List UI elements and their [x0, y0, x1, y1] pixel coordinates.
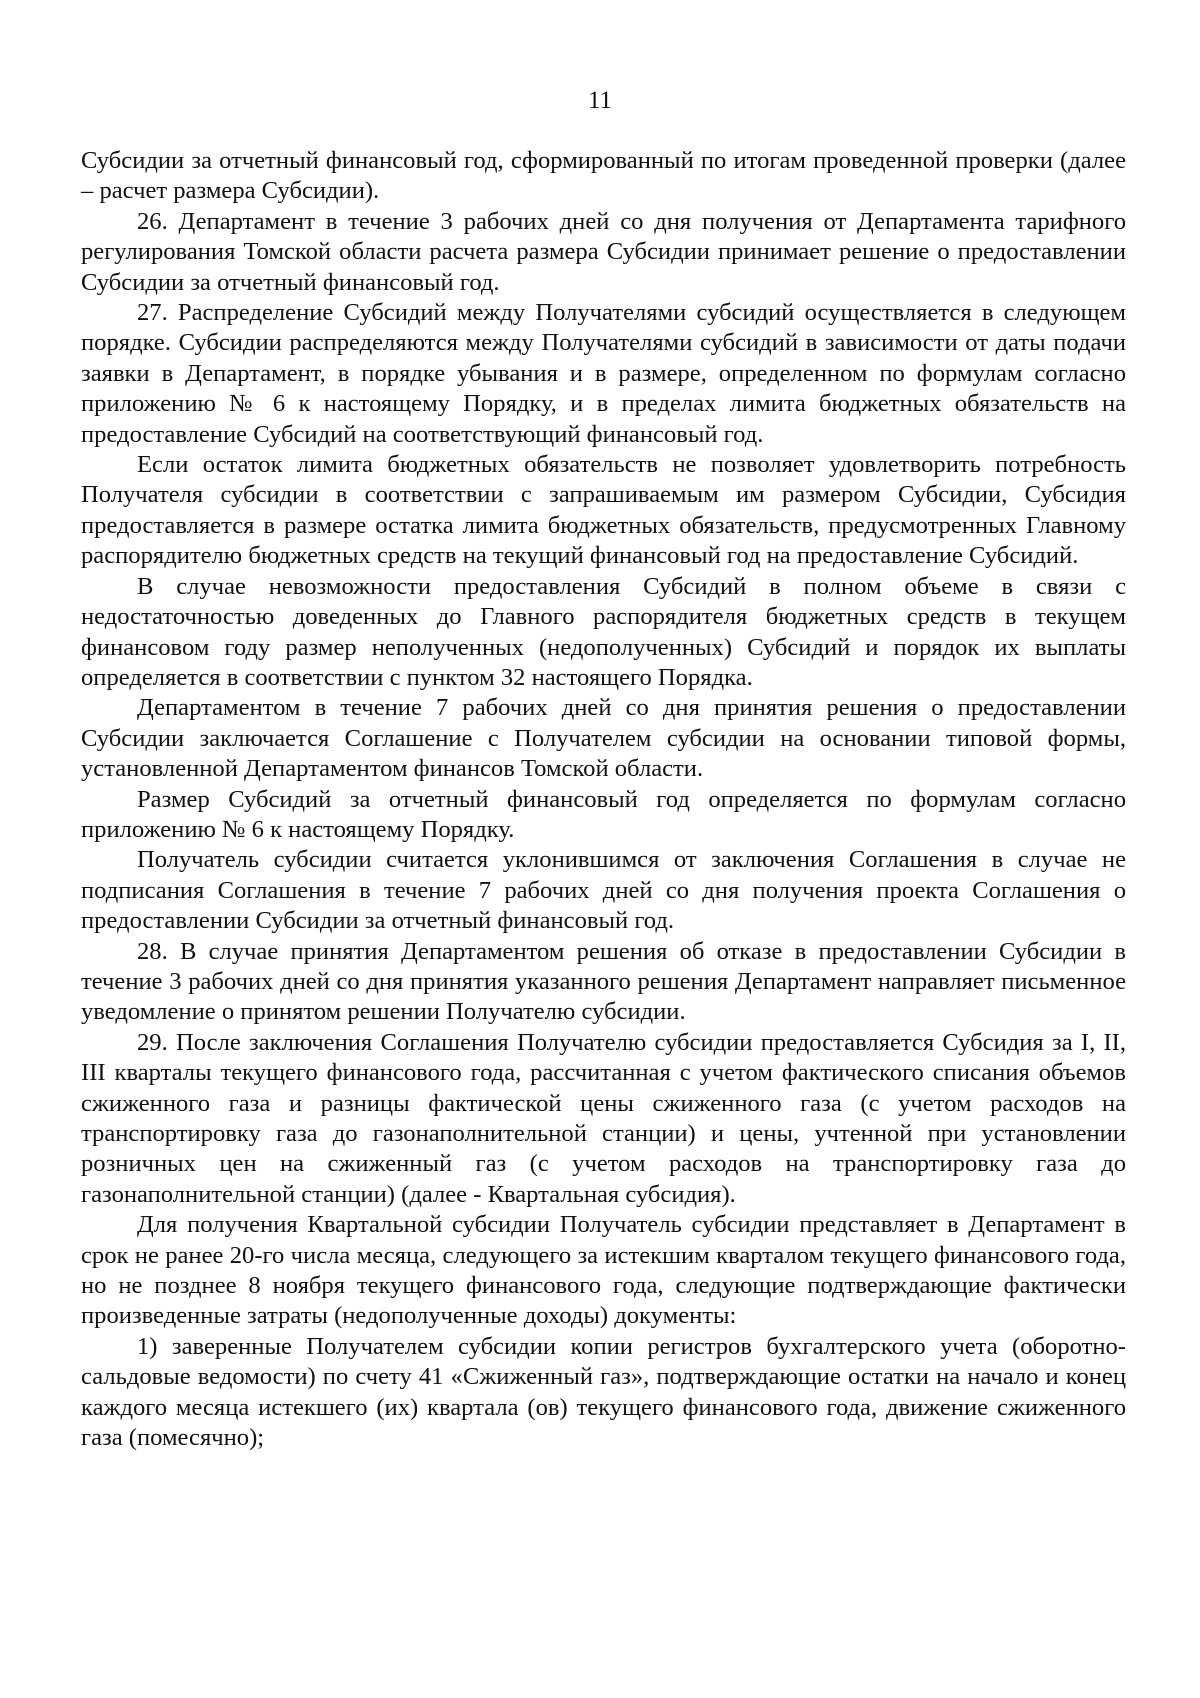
paragraph-agreement-conclusion: Департаментом в течение 7 рабочих дней со дня принятия решения о предоставлении Субсидии заключается Соглашение с Получателем субсидии на основании типовой формы, установленной Департаментом финансов Томской области.: [81, 694, 1126, 783]
paragraph-item-29: 29. После заключения Соглашения Получателю субсидии предоставляется Субсидия за I, II, III кварталы текущего финансового года, рассчитанная с учетом фактического списания объемов сжиженного газа и разницы фактической цены сжиженного газа (с учетом расходов на транспортировку газа до газонаполнительной станции) и цены, учтенной при установлении розничных цен на сжиженный газ (с учетом расходов на транспортировку газа до газонаполнительной станции) (далее - Квартальная субсидия).: [81, 1028, 1126, 1208]
paragraph-item-26: 26. Департамент в течение 3 рабочих дней со дня получения от Департамента тарифного регулирования Томской области расчета размера Субсидии принимает решение о предоставлении Субсидии за отчетный финансовый год.: [81, 207, 1126, 296]
document-body: [81, 146, 1126, 1453]
paragraph-evasion: Получатель субсидии считается уклонившимся от заключения Соглашения в случае не подписания Соглашения в течение 7 рабочих дней со дня получения проекта Соглашения о предоставлении Субсидии за отчетный финансовый год.: [81, 846, 1126, 935]
paragraph-continuation: Субсидии за отчетный финансовый год, сформированный по итогам проведенной проверки (далее – расчет размера Субсидии).: [81, 147, 1126, 205]
paragraph-quarterly-documents: Для получения Квартальной субсидии Получатель субсидии представляет в Департамент в срок не ранее 20-го числа месяца, следующего за истекшим кварталом текущего финансового года, но не позднее 8 ноября текущего финансового года, следующие подтверждающие фактически произведенные затраты (недополученные доходы) документы:: [81, 1211, 1126, 1330]
paragraph-limit-remainder: Если остаток лимита бюджетных обязательств не позволяет удовлетворить потребность Получателя субсидии в соответствии с запрашиваемым им размером Субсидии, Субсидия предоставляется в размере остатка лимита бюджетных обязательств, предусмотренных Главному распорядителю бюджетных средств на текущий финансовый год на предоставление Субсидий.: [81, 451, 1126, 570]
paragraph-insufficient-funds: В случае невозможности предоставления Субсидий в полном объеме в связи с недостаточностью доведенных до Главного распорядителя бюджетных средств в текущем финансовом году размер неполученных (недополученных) Субсидий и порядок их выплаты определяется в соответствии с пунктом 32 настоящего Порядка.: [81, 572, 1126, 691]
page-number: 11: [587, 87, 613, 114]
paragraph-item-27: 27. Распределение Субсидий между Получателями субсидий осуществляется в следующем порядке. Субсидии распределяются между Получателями субсидий в зависимости от даты подачи заявки в Департамент, в порядке убывания и в размере, определенном по формулам согласно приложению № 6 к настоящему Порядку, и в пределах лимита бюджетных обязательств на предоставление Субсидий на соответствующий финансовый год.: [81, 299, 1126, 448]
paragraph-item-28: 28. В случае принятия Департаментом решения об отказе в предоставлении Субсидии в течение 3 рабочих дней со дня принятия указанного решения Департамент направляет письменное уведомление о принятом решении Получателю субсидии.: [81, 937, 1126, 1026]
paragraph-subsidy-size: Размер Субсидий за отчетный финансовый год определяется по формулам согласно приложению № 6 к настоящему Порядку.: [81, 785, 1126, 843]
paragraph-list-item-1: 1) заверенные Получателем субсидии копии регистров бухгалтерского учета (оборотно-сальдовые ведомости) по счету 41 «Сжиженный газ», подтверждающие остатки на начало и конец каждого месяца истекшего (их) квартала (ов) текущего финансового года, движение сжиженного газа (помесячно);: [81, 1332, 1126, 1452]
